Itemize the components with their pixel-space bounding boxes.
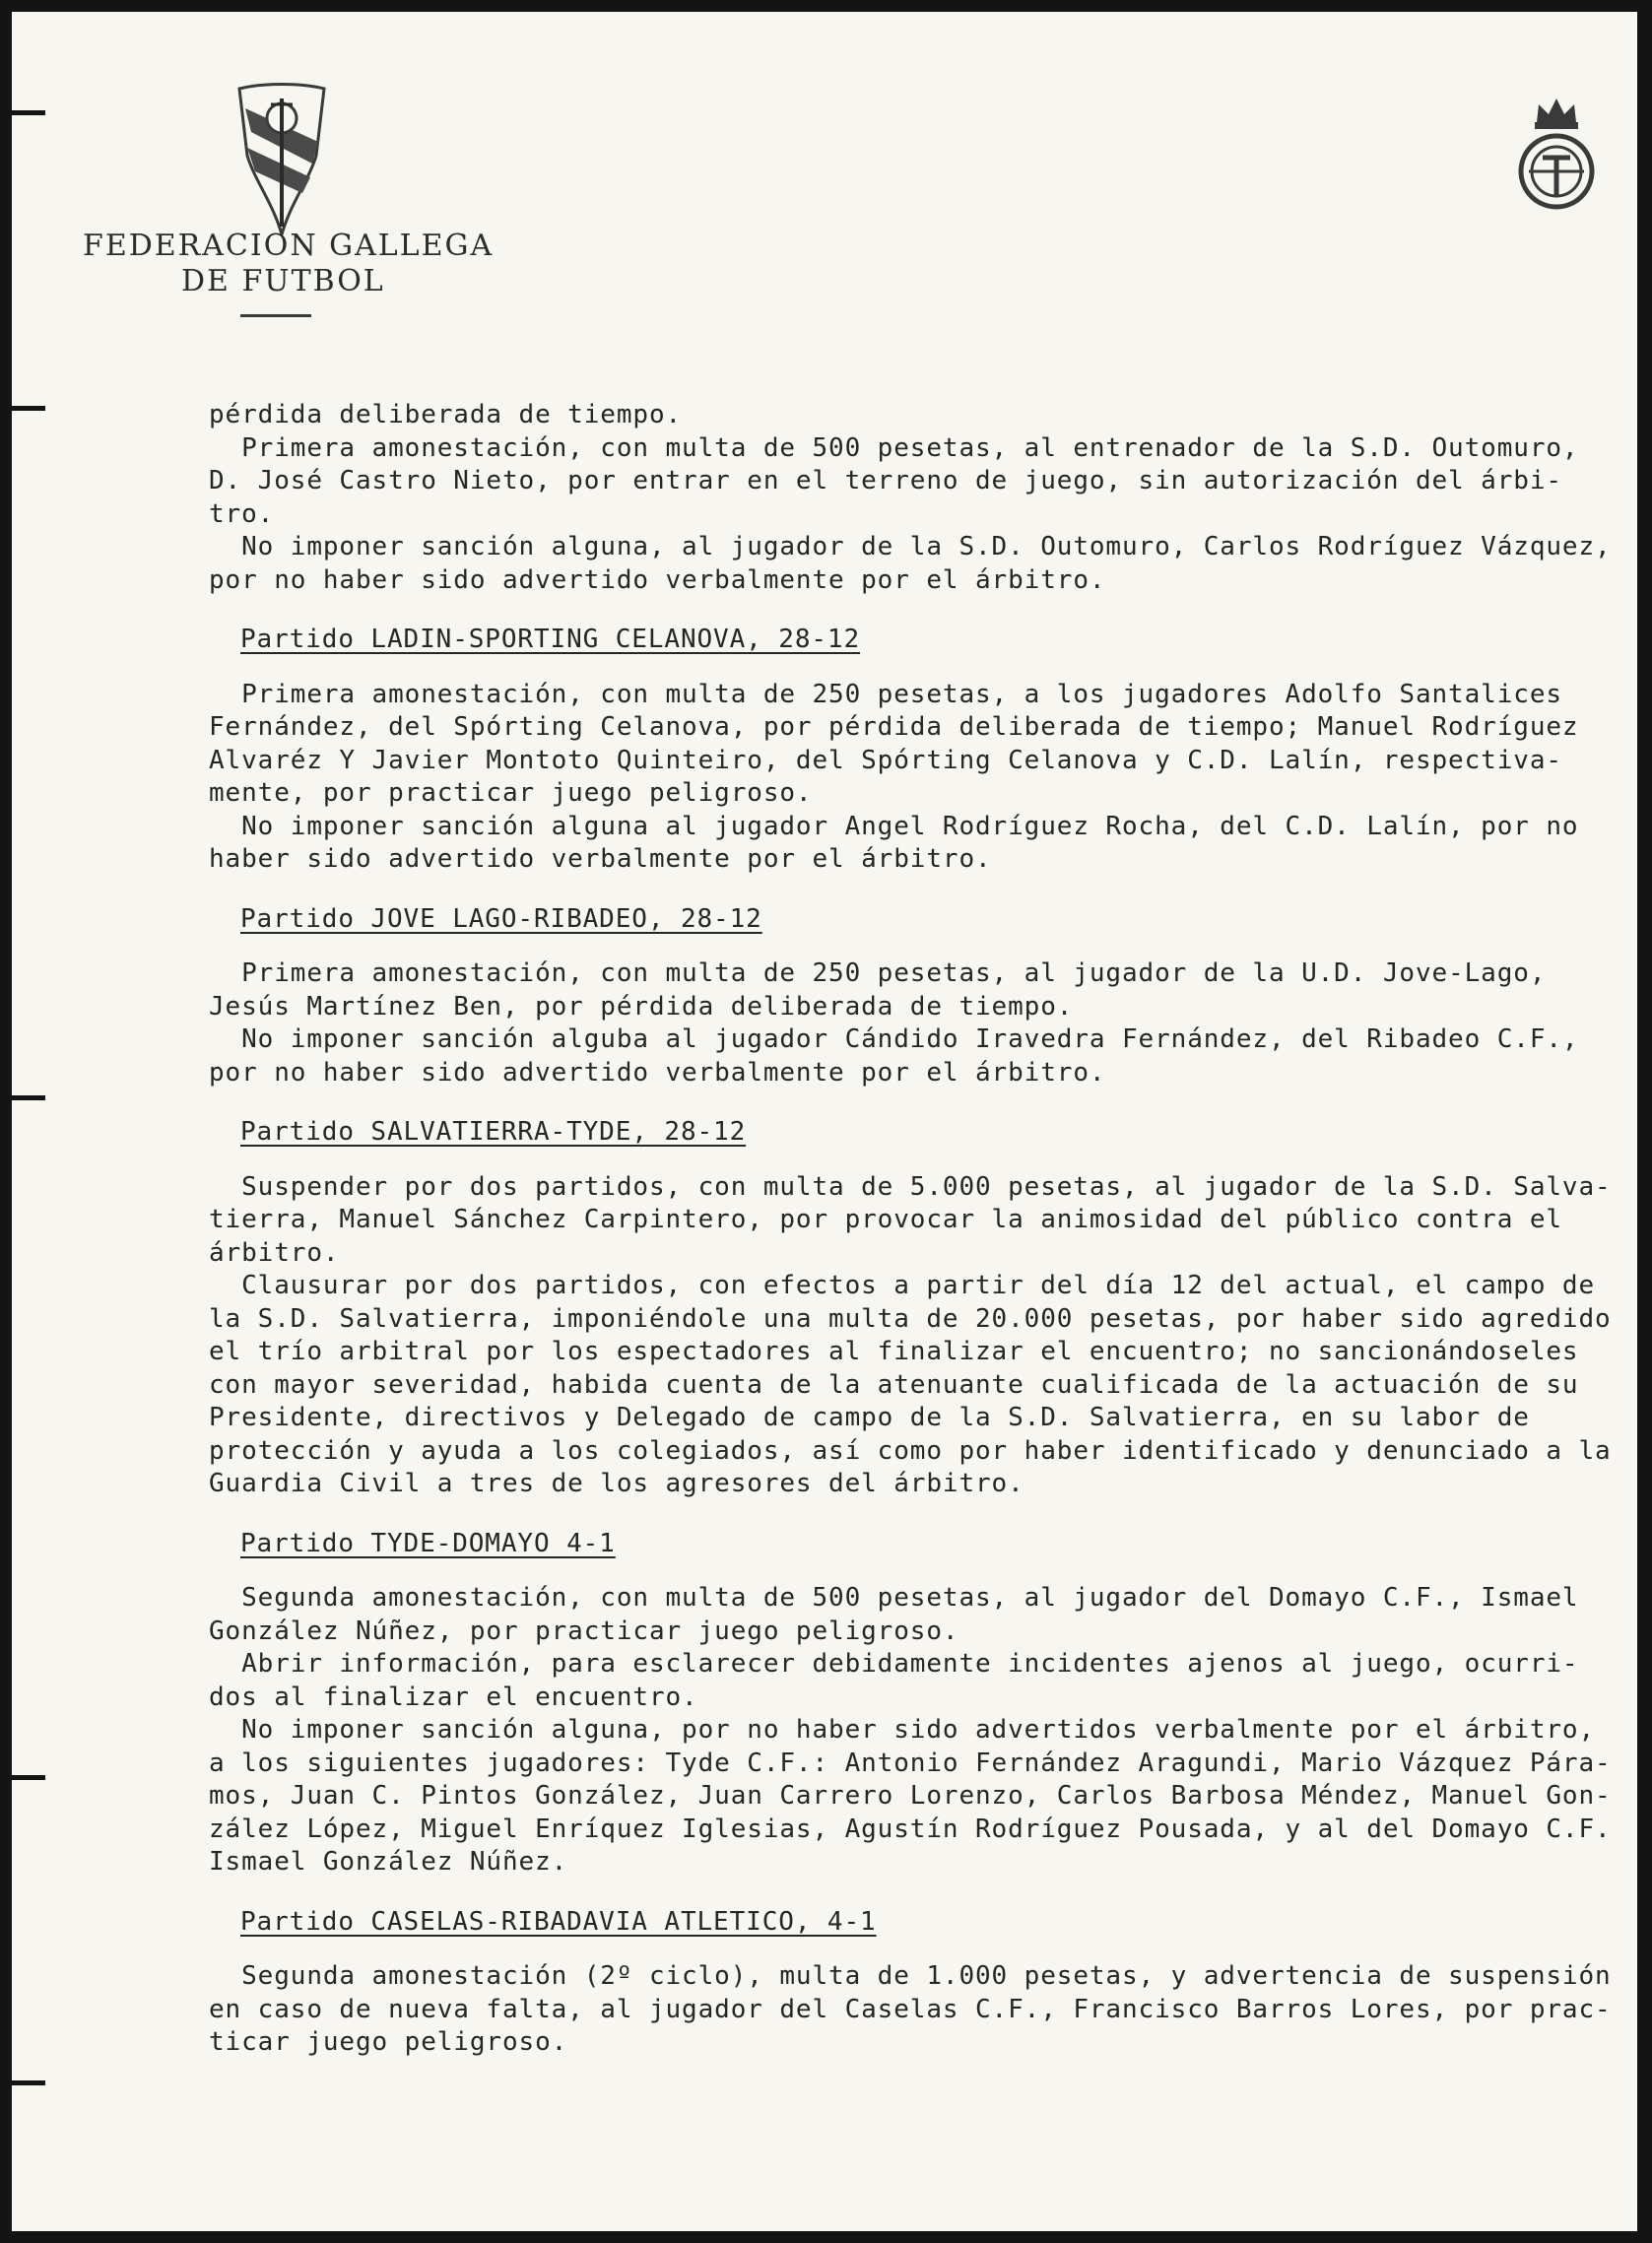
match-heading-text: Partido LADIN-SPORTING CELANOVA, 28-12 [240,625,861,654]
text-line: el trío arbitral por los espectadores al finalizar el encuentro; no sancionándoseles [209,1337,1579,1366]
match-heading [209,903,1627,937]
document-body [209,399,1627,2060]
text-line: Primera amonestación, con multa de 500 pesetas, al entrenador de la S.D. Outomuro, [209,432,1579,463]
binder-mark [12,110,45,115]
text-line: Primera amonestación, con multa de 250 pesetas, al jugador de la U.D. Jove-Lago, [209,958,1547,988]
text-line: No imponer sanción alguba al jugador Cándido Iravedra Fernández, del Ribadeo C.F., [209,1024,1579,1054]
text-line: D. José Castro Nieto, por entrar en el terreno de juego, sin autorización del árbi- [209,466,1562,495]
match-heading-text: Partido CASELAS-RIBADAVIA ATLETICO, 4-1 [240,1906,877,1937]
text-line: a los siguientes jugadores: Tyde C.F.: Antonio Fernández Aragundi, Mario Vázquez Pára- [209,1748,1612,1778]
text-line: mos, Juan C. Pintos González, Juan Carrero Lorenzo, Carlos Barbosa Méndez, Manuel Gon- [209,1781,1612,1811]
text-line: tro. [209,498,275,529]
text-line: Presidente, directivos y Delegado de campo de la S.D. Salvatierra, en su labor de [209,1403,1530,1432]
binder-mark [12,1095,45,1100]
text-line: dos al finalizar el encuentro. [209,1682,698,1712]
text-line: Abrir información, para esclarecer debidamente incidentes ajenos al juego, ocurri- [209,1649,1579,1679]
text-line: Fernández, del Spórting Celanova, por pérdida deliberada de tiempo; Manuel Rodríguez [209,712,1579,742]
text-line: Ismael González Núñez. [209,1847,568,1877]
text-line: Guardia Civil a tres de los agresores del árbitro. [209,1469,1024,1498]
text-line: zález López, Miguel Enríquez Iglesias, Agustín Rodríguez Pousada, y al del Domayo C.F. [209,1814,1612,1844]
text-line: Alvaréz Y Javier Montoto Quinteiro, del Spórting Celanova y C.D. Lalín, respectiva- [209,745,1562,775]
text-line: ticar juego peligroso. [209,2027,568,2057]
text-line: No imponer sanción alguna, por no haber sido advertidos verbalmente por el árbitro, [209,1715,1596,1745]
binder-mark [12,2080,45,2085]
text-line: Jesús Martínez Ben, por pérdida deliberada de tiempo. [209,991,1074,1022]
text-line: por no haber sido advertido verbalmente por el árbitro. [209,564,1106,595]
match-heading [209,1528,1627,1561]
paragraph-block [209,957,1627,1089]
federation-name-line: DE FUTBOL [181,264,385,298]
text-line: Segunda amonestación (2º ciclo), multa de 1.000 pesetas, y advertencia de suspensión [209,1961,1612,1991]
text-line: pérdida deliberada de tiempo. [209,400,683,429]
text-line: en caso de nueva falta, al jugador del Caselas C.F., Francisco Barros Lores, por prac- [209,1994,1612,2024]
match-heading-text: Partido JOVE LAGO-RIBADEO, 28-12 [240,903,762,934]
text-line: por no haber sido advertido verbalmente por el árbitro. [209,1057,1106,1088]
match-heading [209,624,1627,657]
paragraph-block [209,1582,1627,1880]
binder-mark [12,1775,45,1780]
federation-shield-icon [233,79,330,236]
text-line: con mayor severidad, habida cuenta de la atenuante cualificada de la actuación de su [209,1369,1579,1400]
text-line: No imponer sanción alguna, al jugador de la S.D. Outomuro, Carlos Rodríguez Vázquez, [209,532,1612,561]
text-line: Clausurar por dos partidos, con efectos a partir del día 12 del actual, el campo de [209,1271,1596,1300]
federation-name-line: FEDERACION GALLEGA [83,229,495,263]
match-heading-text: Partido TYDE-DOMAYO 4-1 [240,1528,616,1558]
text-line: protección y ayuda a los colegiados, así como por haber identificado y denunciado a la [209,1435,1612,1466]
paragraph-block [209,1960,1627,2060]
document-page [12,12,1637,2231]
paragraph-block [209,679,1627,877]
match-heading [209,1116,1627,1150]
text-line: árbitro. [209,1237,340,1268]
text-line: haber sido advertido verbalmente por el árbitro. [209,844,992,874]
paragraph-block [209,399,1627,597]
text-line: González Núñez, por practicar juego peligroso. [209,1616,959,1646]
text-line: mente, por practicar juego peligroso. [209,778,813,808]
binder-mark [12,406,45,411]
text-line: Primera amonestación, con multa de 250 pesetas, a los jugadores Adolfo Santalices [209,679,1562,709]
text-line: No imponer sanción alguna al jugador Angel Rodríguez Rocha, del C.D. Lalín, por no [209,811,1579,841]
header-rule [240,314,311,317]
match-heading [209,1906,1627,1940]
text-line: Segunda amonestación, con multa de 500 pesetas, al jugador del Domayo C.F., Ismael [209,1583,1579,1613]
text-line: la S.D. Salvatierra, imponiéndole una multa de 20.000 pesetas, por haber sido agredido [209,1303,1612,1334]
paragraph-block [209,1171,1627,1501]
royal-crown-emblem-icon [1507,93,1606,216]
match-heading-text: Partido SALVATIERRA-TYDE, 28-12 [240,1117,747,1147]
text-line: tierra, Manuel Sánchez Carpintero, por provocar la animosidad del público contra el [209,1205,1562,1234]
text-line: Suspender por dos partidos, con multa de 5.000 pesetas, al jugador de la S.D. Salva- [209,1171,1612,1202]
federation-name [83,229,496,299]
